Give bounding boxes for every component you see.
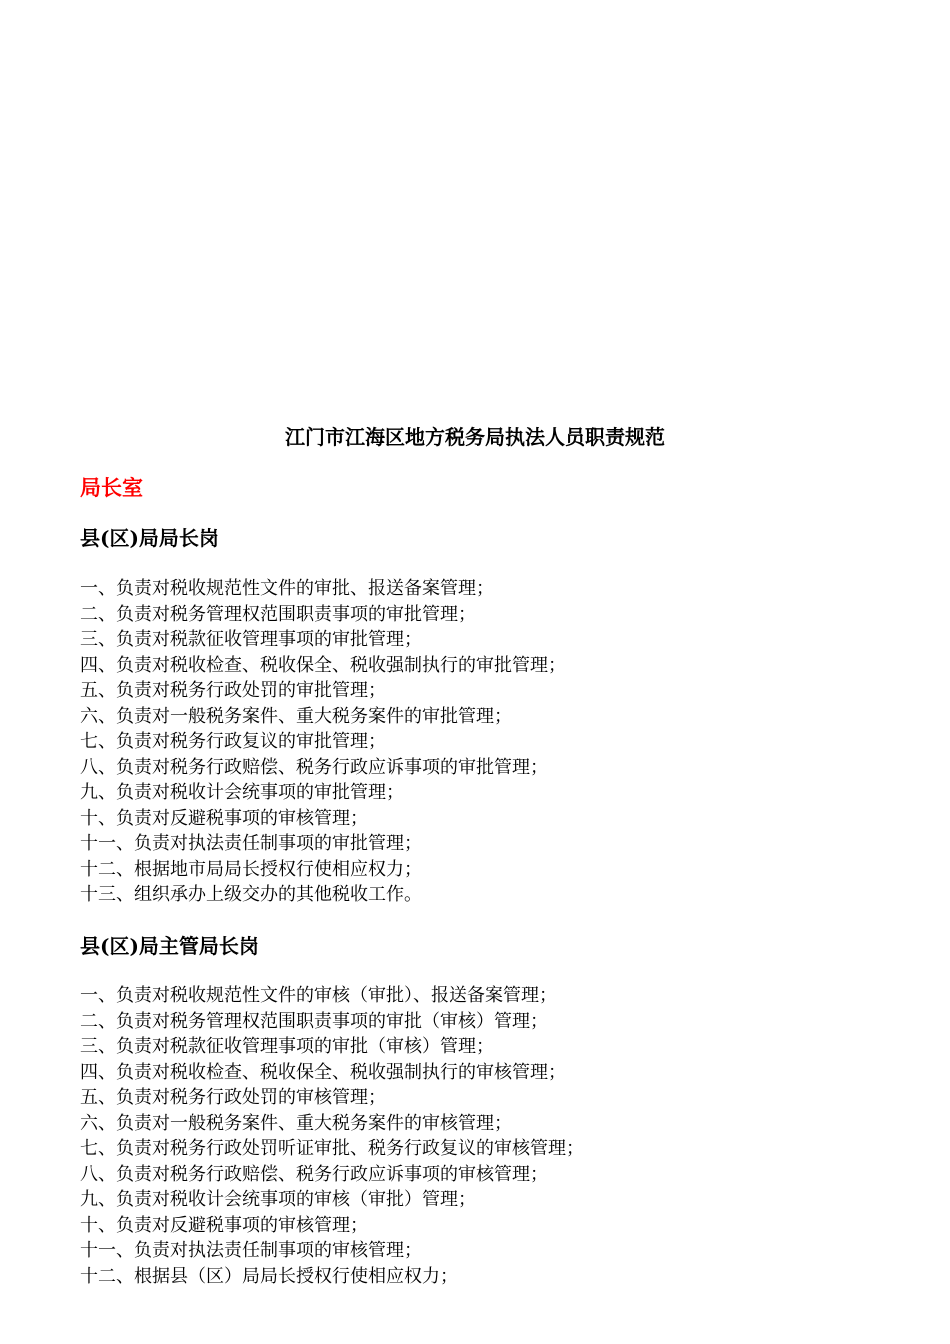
duty-item: 四、负责对税收检查、税收保全、税收强制执行的审批管理； <box>80 654 566 676</box>
duty-item: 八、负责对税务行政赔偿、税务行政应诉事项的审批管理； <box>80 756 548 778</box>
duty-item: 八、负责对税务行政赔偿、税务行政应诉事项的审核管理； <box>80 1163 548 1185</box>
duty-item: 一、负责对税收规范性文件的审批、报送备案管理； <box>80 578 494 599</box>
duty-item: 二、负责对税务管理权范围职责事项的审批管理； <box>80 603 476 625</box>
section-title-director-office: 局长室 <box>80 475 143 500</box>
duty-item: 三、负责对税款征收管理事项的审批管理； <box>80 629 422 650</box>
duty-item: 六、负责对一般税务案件、重大税务案件的审批管理； <box>80 705 512 727</box>
duty-item: 一、负责对税收规范性文件的审核（审批）、报送备案管理； <box>80 985 557 1006</box>
duty-list-county-director <box>80 576 566 908</box>
duty-list-deputy-director <box>80 983 584 1289</box>
post-heading-deputy-director: 县(区)局主管局长岗 <box>80 934 259 958</box>
duty-item: 十、负责对反避税事项的审核管理； <box>80 1214 368 1236</box>
duty-item: 十二、根据县（区）局局长授权行使相应权力； <box>80 1265 458 1287</box>
duty-item: 九、负责对税收计会统事项的审核（审批）管理； <box>80 1189 476 1210</box>
duty-item: 六、负责对一般税务案件、重大税务案件的审核管理； <box>80 1112 512 1134</box>
duty-item: 十一、负责对执法责任制事项的审核管理； <box>80 1240 422 1261</box>
duty-item: 七、负责对税务行政复议的审批管理； <box>80 731 386 752</box>
post-heading-county-director: 县(区)局局长岗 <box>80 526 219 550</box>
duty-item: 九、负责对税收计会统事项的审批管理； <box>80 782 404 803</box>
duty-item: 十三、组织承办上级交办的其他税收工作。 <box>80 884 422 905</box>
duty-item: 四、负责对税收检查、税收保全、税收强制执行的审核管理； <box>80 1061 566 1083</box>
duty-item: 五、负责对税务行政处罚的审批管理； <box>80 680 386 701</box>
duty-item: 二、负责对税务管理权范围职责事项的审批（审核）管理； <box>80 1010 548 1032</box>
document-title: 江门市江海区地方税务局执法人员职责规范 <box>285 425 665 449</box>
duty-item: 五、负责对税务行政处罚的审核管理； <box>80 1087 386 1108</box>
duty-item: 十二、根据地市局局长授权行使相应权力； <box>80 858 422 880</box>
duty-item: 十一、负责对执法责任制事项的审批管理； <box>80 833 422 854</box>
duty-item: 十、负责对反避税事项的审核管理； <box>80 807 368 829</box>
duty-item: 三、负责对税款征收管理事项的审批（审核）管理； <box>80 1036 494 1057</box>
duty-item: 七、负责对税务行政处罚听证审批、税务行政复议的审核管理； <box>80 1138 584 1159</box>
